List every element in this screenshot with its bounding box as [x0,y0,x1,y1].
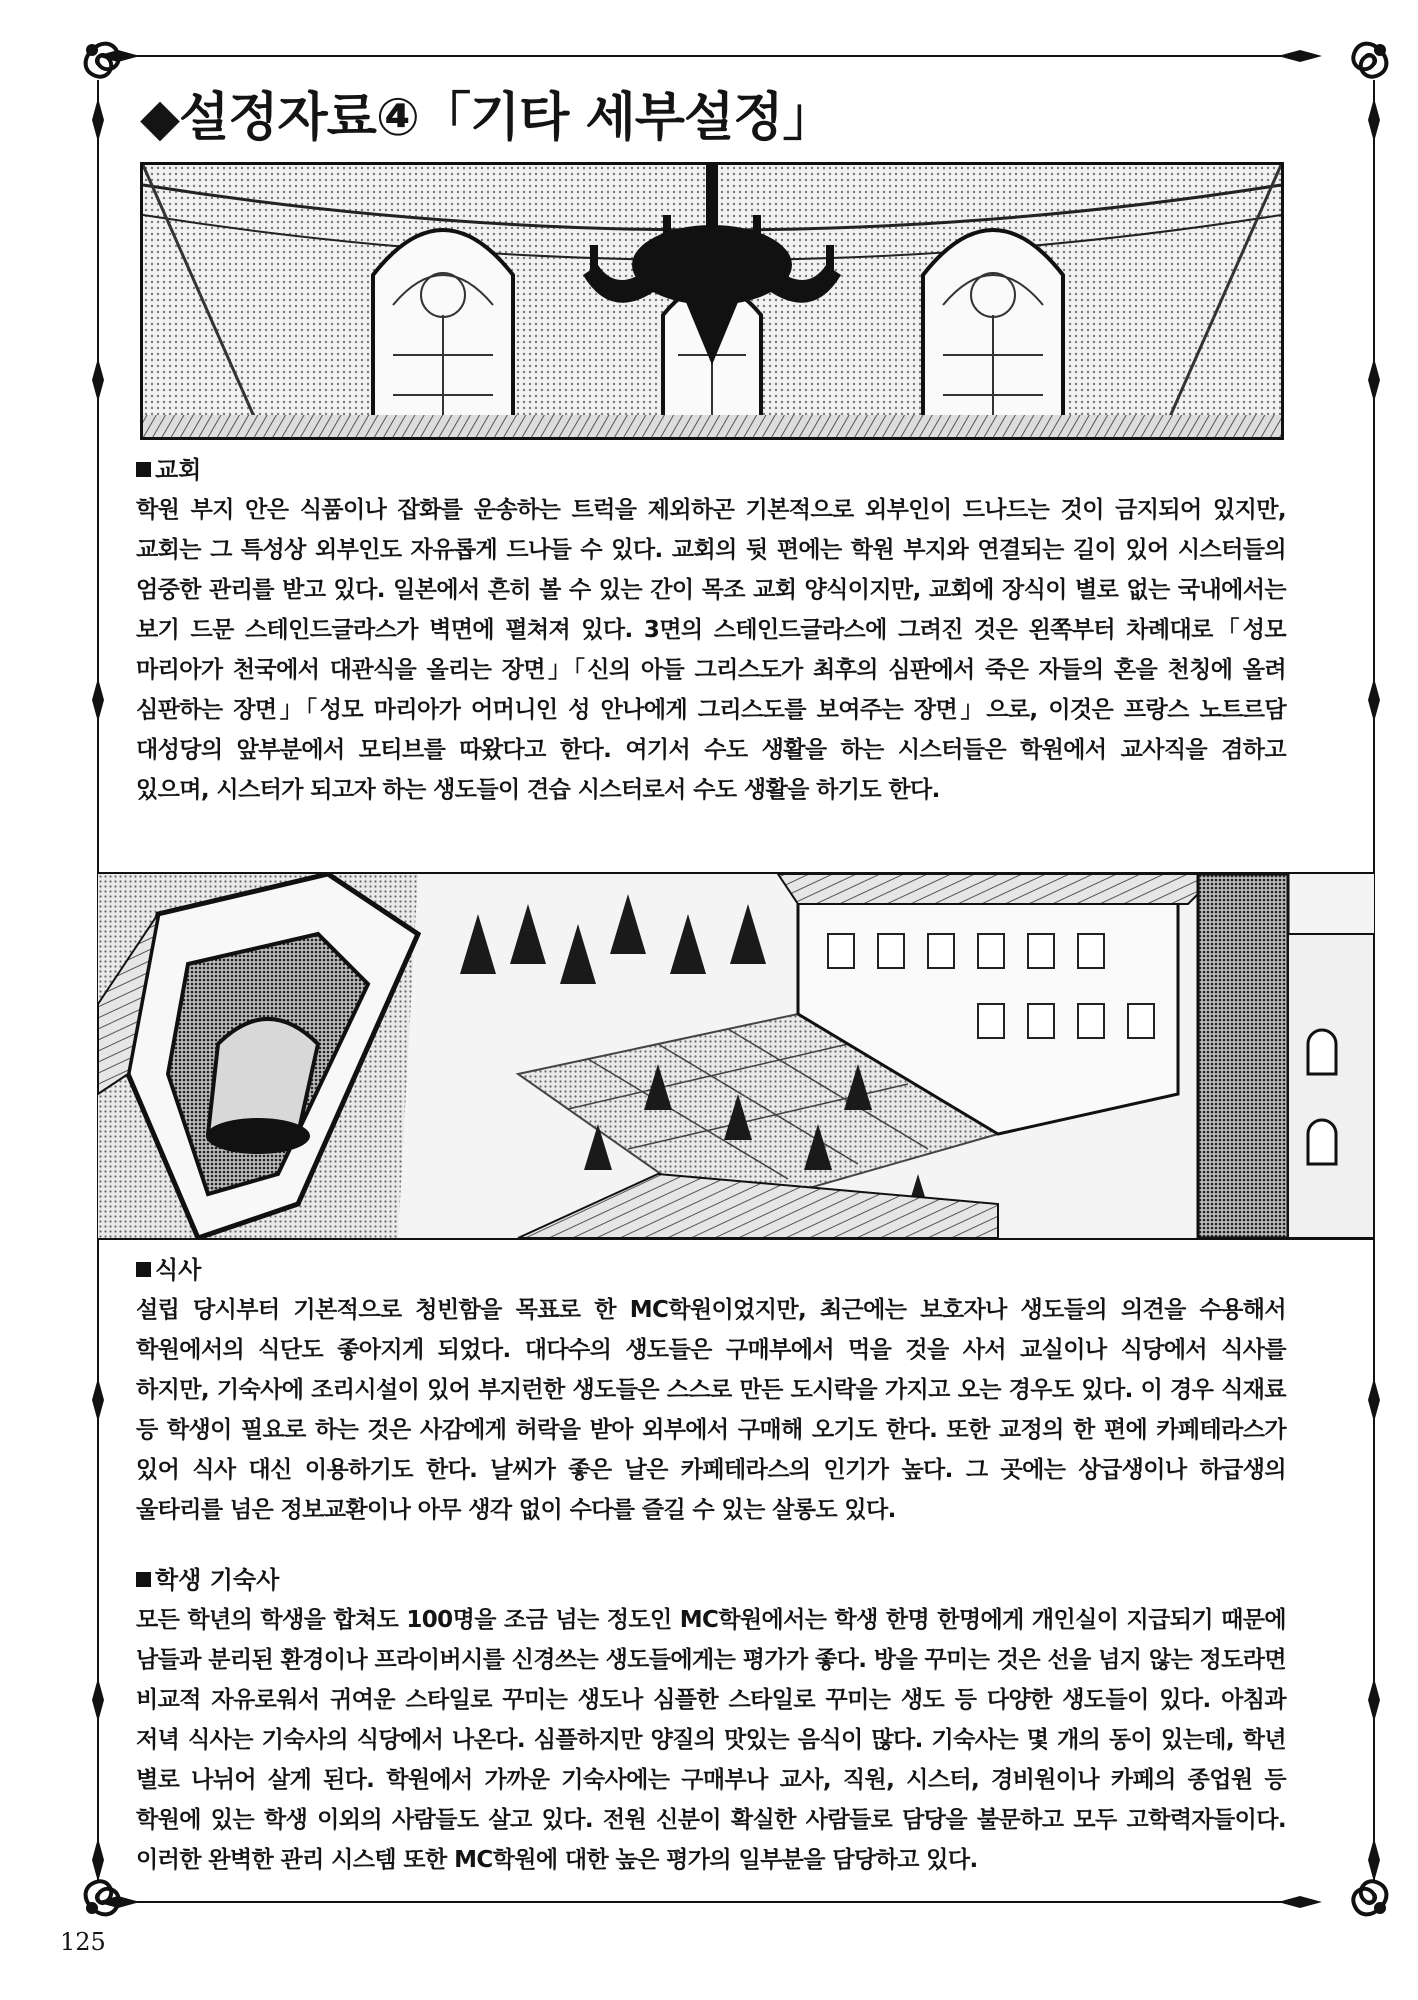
square-bullet-icon [136,1572,151,1587]
campus-aerial-illustration [98,872,1374,1240]
section-meal [136,1258,1286,1530]
page-title: ◆설정자료④「기타 세부설정」 [140,88,834,148]
section-heading-text: 교회 [155,456,202,484]
church-interior-illustration [140,162,1284,440]
section-heading-text: 학생 기숙사 [155,1566,280,1594]
section-body: 모든 학년의 학생을 합쳐도 100명을 조금 넘는 정도인 MC학원에서는 학생 한명 한명에게 개인실이 지급되기 때문에 남들과 분리된 환경이나 프라이버시를 신경쓰는 생도들에게는 평가가 좋다. 방을 꾸미는 것은 선을 넘지 않는 정도라면 비교적 자유로워서 귀여운 스타일로 꾸미는 생도나 심플한 스타일로 꾸미는 생도 등 다양한 생도들이 있다. 아침과 저녁 식사는 기숙사의 식당에서 나온다. 심플하지만 양질의 맛있는 음식이 많다. 기숙사는 몇 개의 동이 있는데, 학년 별로 나뉘어 살게 된다. 학원에서 가까운 기숙사에는 구매부나 교사, 직원, 시스터, 경비원이나 카페의 종업원 등 학원에 있는 학생 이외의 사람들도 살고 있다. 전원 신분이 확실한 사람들로 담당을 불문하고 모두 고학력자들이다. 이러한 완벽한 관리 시스템 또한 MC학원에 대한 높은 평가의 일부분을 담당하고 있다. [136,1607,1286,1873]
section-dormitory [136,1568,1286,1880]
section-heading [136,1258,1286,1282]
square-bullet-icon [136,1262,151,1277]
section-body: 학원 부지 안은 식품이나 잡화를 운송하는 트럭을 제외하곤 기본적으로 외부인이 드나드는 것이 금지되어 있지만, 교회는 그 특성상 외부인도 자유롭게 드나들 수 있다. 교회의 뒷 편에는 학원 부지와 연결되는 길이 있어 시스터들의 엄중한 관리를 받고 있다. 일본에서 흔히 볼 수 있는 간이 목조 교회 양식이지만, 교회에 장식이 별로 없는 국내에서는 보기 드문 스테인드글라스가 벽면에 펼쳐져 있다. 3면의 스테인드글라스에 그려진 것은 왼쪽부터 차례대로「성모 마리아가 천국에서 대관식을 올리는 장면」「신의 아들 그리스도가 최후의 심판에서 죽은 자들의 혼을 천칭에 올려 심판하는 장면」「성모 마리아가 어머니인 성 안나에게 그리스도를 보여주는 장면」으로, 이것은 프랑스 노트르담 대성당의 앞부분에서 모티브를 따왔다고 한다. 여기서 수도 생활을 하는 시스터들은 학원에서 교사직을 겸하고 있으며, 시스터가 되고자 하는 생도들이 견습 시스터로서 수도 생활을 하기도 한다. [136,497,1286,803]
square-bullet-icon [136,462,151,477]
section-body: 설립 당시부터 기본적으로 청빈함을 목표로 한 MC학원이었지만, 최근에는 보호자나 생도들의 의견을 수용해서 학원에서의 식단도 좋아지게 되었다. 대다수의 생도들은 구매부에서 먹을 것을 사서 교실이나 식당에서 식사를 하지만, 기숙사에 조리시설이 있어 부지런한 생도들은 스스로 만든 도시락을 가지고 오는 경우도 있다. 이 경우 식재료 등 학생이 필요로 하는 것은 사감에게 허락을 받아 외부에서 구매해 오기도 한다. 또한 교정의 한 편에 카페테라스가 있어 식사 대신 이용하기도 한다. 날씨가 좋은 날은 카페테라스의 인기가 높다. 그 곳에는 상급생이나 하급생의 울타리를 넘은 정보교환이나 아무 생각 없이 수다를 즐길 수 있는 살롱도 있다. [136,1297,1286,1523]
section-heading [136,1568,1286,1592]
section-church [136,458,1286,810]
page-number: 125 [60,1928,106,1956]
section-heading-text: 식사 [155,1256,202,1284]
section-heading [136,458,1286,482]
